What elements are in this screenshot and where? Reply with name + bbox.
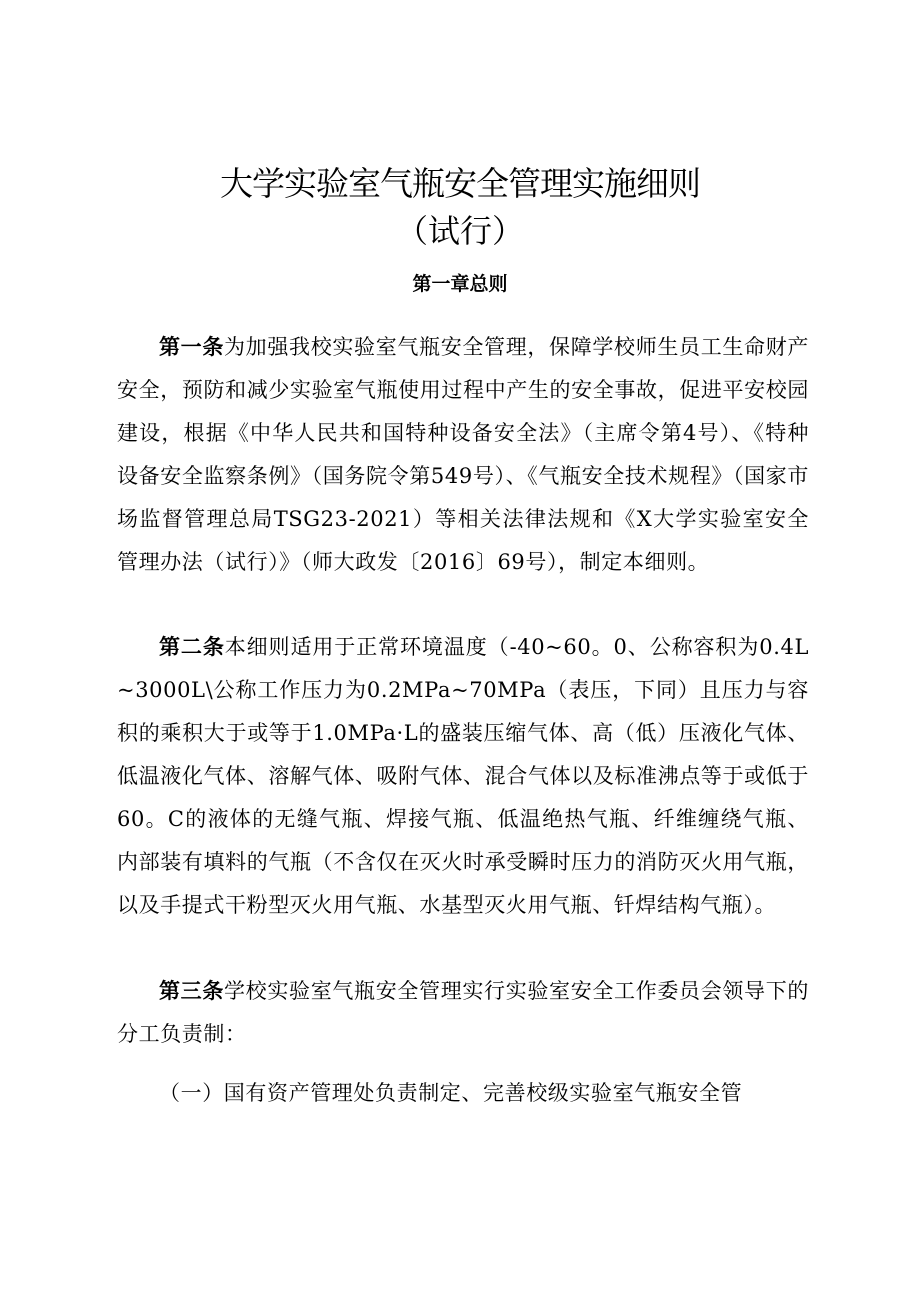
article-1-lead: 第一条: [159, 335, 225, 359]
article-1-text: 为加强我校实验室气瓶安全管理，保障学校师生员工生命财产安全，预防和减少实验室气瓶使用过程中产生的安全事故，促进平安校园建设，根据《中华人民共和国特种设备安全法》（主席令第4号）、《特种设备安全监察条例》（国务院令第549号）、《气瓶安全技术规程》（国家市场监督管理总局TSG23-2021）等相关法律法规和《X大学实验室安全管理办法（试行）》（师大政发〔2016〕69号），制定本细则。: [117, 335, 809, 574]
article-3-text: 学校实验室气瓶安全管理实行实验室安全工作委员会领导下的分工负责制：: [117, 979, 809, 1046]
article-2-lead: 第二条: [159, 635, 225, 659]
document-subtitle: （试行）: [395, 212, 524, 250]
article-1: [117, 326, 809, 584]
article-3: [117, 970, 809, 1056]
article-3-item-1: [117, 1072, 809, 1115]
article-3-item-1-text: （一）国有资产管理处负责制定、完善校级实验室气瓶安全管: [159, 1081, 743, 1105]
document-title: 大学实验室气瓶安全管理实施细则: [220, 164, 700, 203]
article-2-text: 本细则适用于正常环境温度（-40~60。0、公称容积为0.4L~3000L\公称工作压力为0.2MPa~70MPa（表压，下同）且压力与容积的乘积大于或等于1.0MPa·L的盛装压缩气体、高（低）压液化气体、低温液化气体、溶解气体、吸附气体、混合气体以及标准沸点等于或低于60。C的液体的无缝气瓶、焊接气瓶、低温绝热气瓶、纤维缠绕气瓶、内部装有填料的气瓶（不含仅在灭火时承受瞬时压力的消防灭火用气瓶，以及手提式干粉型灭火用气瓶、水基型灭火用气瓶、钎焊结构气瓶）。: [117, 635, 809, 917]
article-2: [117, 626, 809, 927]
article-3-lead: 第三条: [159, 979, 225, 1003]
chapter-heading: 第一章总则: [412, 273, 508, 295]
